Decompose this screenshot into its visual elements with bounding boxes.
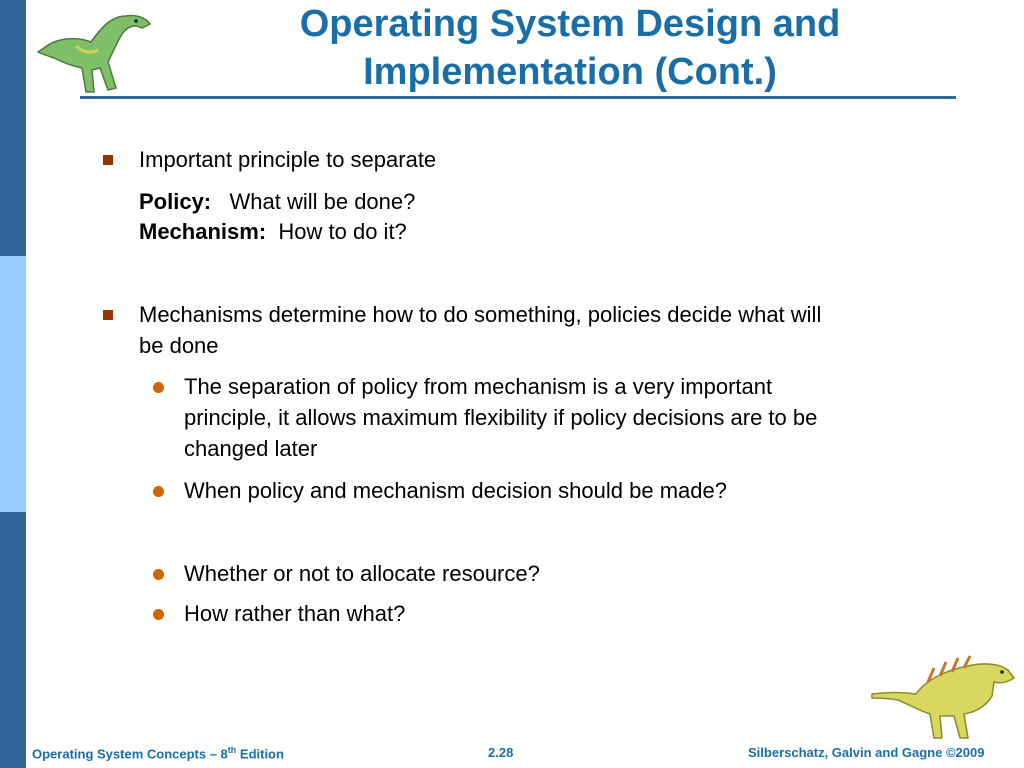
mechanism-label: Mechanism: [139,219,267,244]
policy-text: What will be done? [229,189,416,214]
title-line-2: Implementation (Cont.) [363,51,777,93]
sub-bullet-1-line-2: principle, it allows maximum flexibility if policy decisions are to be [184,405,818,430]
footer-book: Operating System Concepts – 8 [32,746,228,762]
sidebar-segment-top [0,0,26,256]
round-bullet-icon [153,486,164,497]
round-bullet-icon [153,382,164,393]
sub-bullet-4: How rather than what? [184,601,406,626]
title-underline [80,96,956,99]
bullet-2-line-2: be done [139,333,219,358]
bullet-2-line-1: Mechanisms determine how to do something, policies decide what will [139,302,822,327]
mechanism-line [139,216,407,247]
footer-edition: Edition [236,746,284,762]
slide-title [200,0,940,96]
sub-bullet-3: Whether or not to allocate resource? [184,561,540,586]
sub-bullet-2: When policy and mechanism decision should be made? [184,478,727,503]
bullet-1-text: Important principle to separate [139,147,437,172]
footer-page-number: 2.28 [488,745,514,760]
policy-line [139,186,415,217]
square-bullet-icon [103,310,113,320]
sub-bullet-1-line-1: The separation of policy from mechanism is a very important [184,374,773,399]
sidebar-segment-middle [0,256,26,512]
title-line-1: Operating System Design and [299,3,841,45]
round-bullet-icon [153,609,164,620]
sidebar-segment-bottom [0,512,26,768]
footer-copyright: Silberschatz, Galvin and Gagne ©2009 [748,745,985,760]
dinosaur-logo-icon [868,652,1018,742]
policy-label: Policy: [139,189,212,214]
square-bullet-icon [103,155,113,165]
sub-bullet-1-line-3: changed later [184,436,318,461]
footer-book-title [32,745,284,761]
mechanism-text: How to do it? [278,219,407,244]
dinosaur-logo-icon [36,8,156,96]
footer-edition-sup: th [227,745,237,755]
round-bullet-icon [153,569,164,580]
